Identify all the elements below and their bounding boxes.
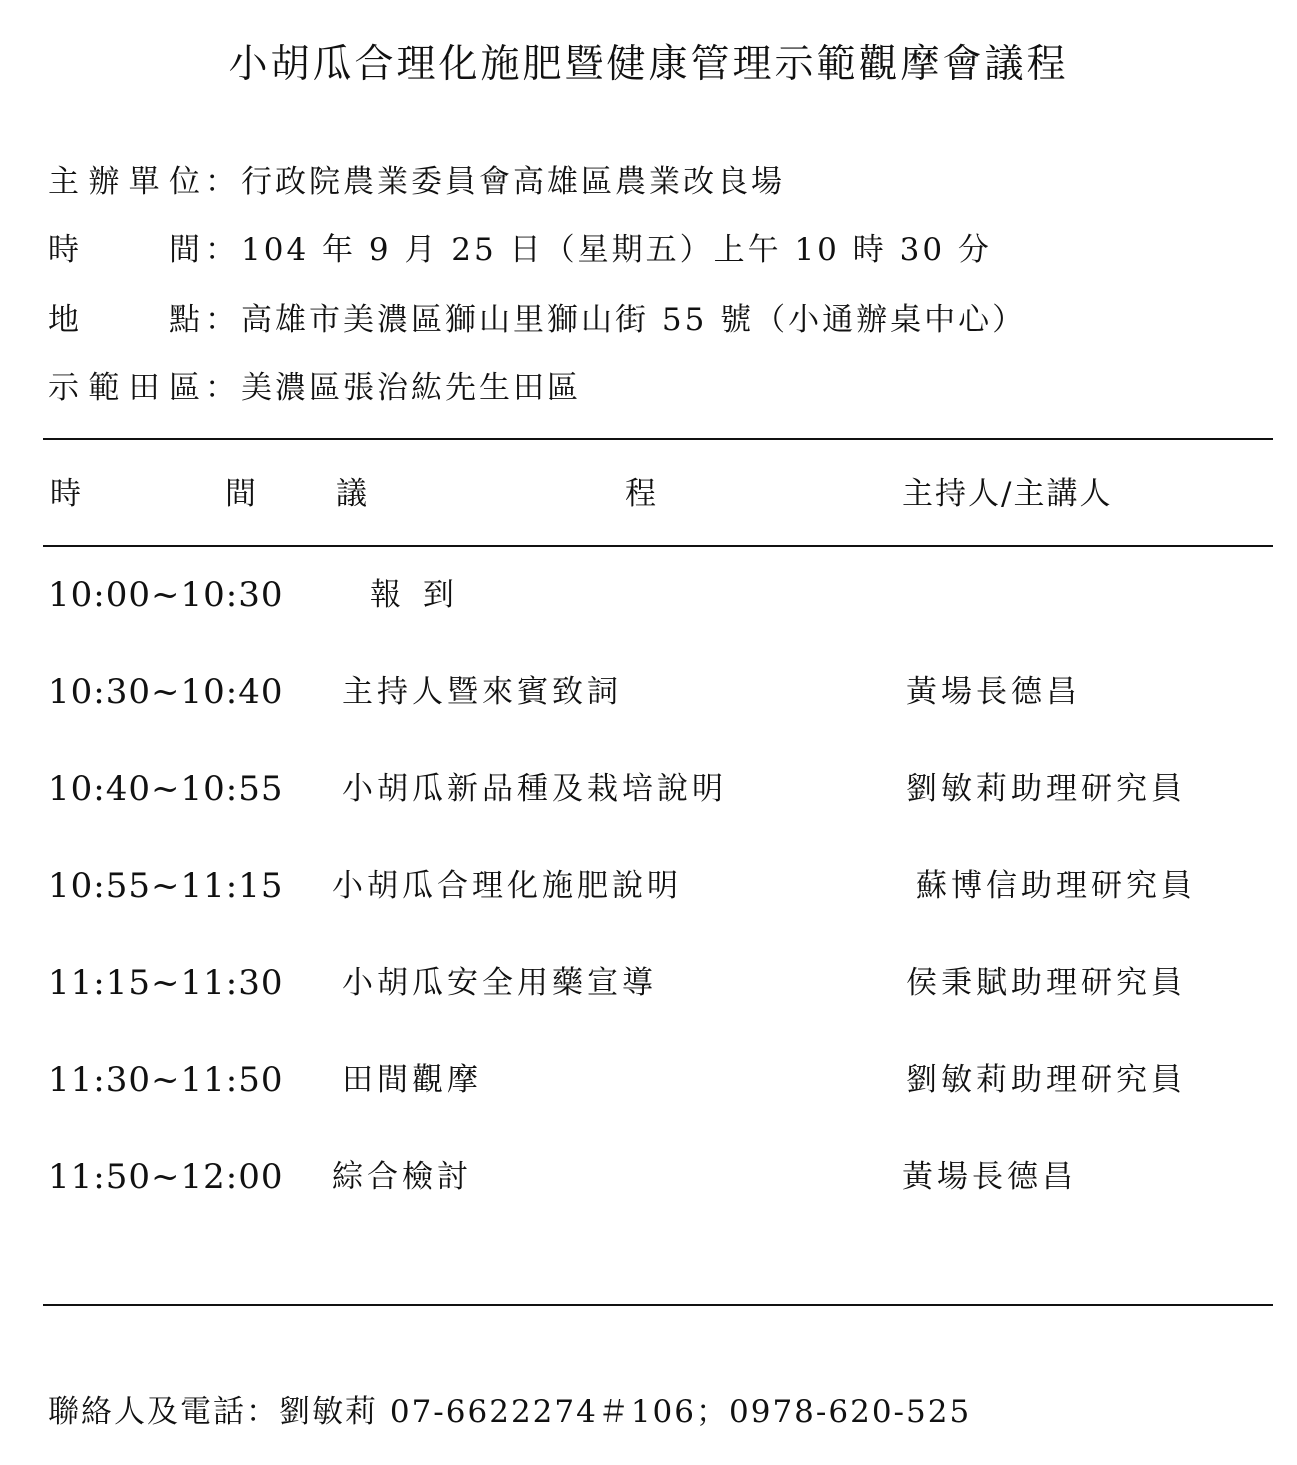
row-host: 侯秉賦助理研究員 [906,965,1186,1001]
info-location-value: 高雄市美濃區獅山里獅山街 55 號（小通辦桌中心） [241,302,1027,338]
table-bottom-rule [43,1304,1273,1306]
header-agenda-char-1: 議 [336,476,367,512]
row-time: 11:30~11:50 [48,1060,284,1100]
info-demo-field-colon: ： [205,370,239,406]
table-row [0,958,1297,1008]
row-time: 10:40~10:55 [48,769,284,809]
info-organizer-colon: ： [205,164,239,200]
page-title: 小胡瓜合理化施肥暨健康管理示範觀摩會議程 [228,42,1069,87]
row-host: 黃場長德昌 [906,674,1081,710]
table-top-rule [43,438,1273,440]
row-host: 劉敏莉助理研究員 [906,1062,1186,1098]
info-location-label: 地點 [48,302,203,338]
contact-line [48,1388,971,1436]
header-time-char-2: 間 [225,476,256,512]
row-time: 10:00~10:30 [48,575,284,615]
info-time-colon: ： [205,232,239,268]
row-time: 11:15~11:30 [48,963,284,1003]
header-agenda-char-2: 程 [625,476,656,512]
contact-value: 劉敏莉 07-6622274＃106；0978-620-525 [279,1394,972,1430]
row-agenda: 主持人暨來賓致詞 [342,674,622,710]
info-organizer-value: 行政院農業委員會高雄區農業改良場 [241,164,785,200]
info-location [48,298,1026,342]
table-row [0,570,1297,620]
row-agenda: 小胡瓜新品種及栽培說明 [342,771,727,807]
row-time: 11:50~12:00 [48,1157,284,1197]
table-row [0,764,1297,814]
row-agenda: 小胡瓜安全用藥宣導 [342,965,657,1001]
row-host: 黃場長德昌 [902,1159,1077,1195]
row-agenda: 報 到 [370,577,460,613]
info-demo-field-label: 示範田區 [48,370,203,406]
info-demo-field-value: 美濃區張治紘先生田區 [241,370,581,406]
header-host: 主持人/主講人 [902,476,1113,512]
table-header-rule [43,545,1273,547]
row-agenda: 田間觀摩 [342,1062,482,1098]
row-time: 10:55~11:15 [48,866,284,906]
row-host: 蘇博信助理研究員 [916,868,1196,904]
row-time: 10:30~10:40 [48,672,284,712]
info-time-value: 104 年 9 月 25 日（星期五）上午 10 時 30 分 [241,232,992,268]
table-row [0,861,1297,911]
info-location-colon: ： [205,302,239,338]
table-row [0,1055,1297,1105]
table-row [0,1152,1297,1202]
info-organizer [48,160,785,204]
info-time [48,228,992,272]
info-organizer-label: 主辦單位 [48,164,203,200]
row-agenda: 小胡瓜合理化施肥說明 [332,868,682,904]
table-row [0,667,1297,717]
row-agenda: 綜合檢討 [332,1159,472,1195]
info-time-label: 時間 [48,232,203,268]
header-time-char-1: 時 [50,476,81,512]
info-demo-field [48,366,581,410]
row-host: 劉敏莉助理研究員 [906,771,1186,807]
contact-label: 聯絡人及電話： [48,1394,279,1430]
